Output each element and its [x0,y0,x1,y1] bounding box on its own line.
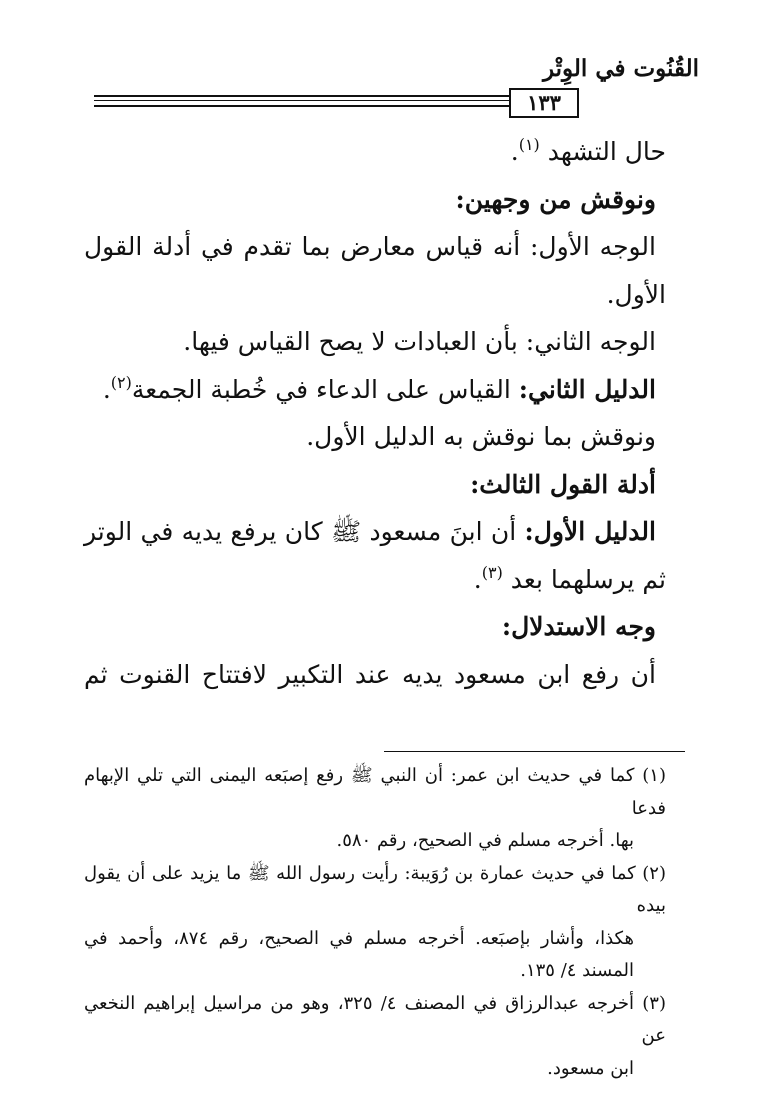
footnotes [84,760,666,1085]
text-line: ونوقش بما نوقش به الدليل الأول. [306,422,656,451]
evidence-label: الدليل الثاني: [518,374,656,404]
punctuation: . [510,137,519,166]
line-text: القياس على الدعاء في خُطبة الجمعة [131,374,511,404]
footnote-line: المسند ٤/ ١٣٥. [520,960,634,981]
header-rule [94,105,509,107]
punctuation: . [102,374,111,404]
footnote-line: (٢) كما في حديث عمارة بن رُوَيبة: رأيت رسول الله ﷺ ما يزيد على أن يقول بيده [84,862,666,916]
subheading: وجه الاستدلال: [501,612,656,641]
line-text: حال التشهد [547,137,666,166]
footnote-ref: (٣) [481,562,503,582]
subheading: ونوقش من وجهين: [455,184,656,214]
footnote-ref: (١) [518,135,540,154]
text-line: الوجه الثاني: بأن العبادات لا يصح القياس فيها. [183,327,656,356]
page-number: ١٣٣ [509,88,579,118]
text-line [84,508,666,556]
footnote-ref: (٢) [110,372,132,392]
footnote-line: (١) كما في حديث ابن عمر: أن النبي ﷺ رفع إصبَعه اليمنى التي تلي الإبهام فدعا [84,765,666,819]
footnote-line: بها. أخرجه مسلم في الصحيح، رقم ٥٨٠. [336,830,634,851]
header-rule [94,100,509,101]
text-line [84,128,666,176]
text-line: الوجه الأول: أنه قياس معارض بما تقدم في أدلة القول [84,232,656,261]
running-title: القُنُوت في الوِتْر [542,55,699,82]
text-line: الأول. [606,279,666,309]
line-text: أن ابنَ مسعود ﷺ كان يرفع يديه في الوتر [84,517,517,546]
footnote-line: هكذا، وأشار بإصبَعه. أخرجه مسلم في الصحيح، رقم ٨٧٤، وأحمد في [84,927,634,949]
text-line [84,556,666,604]
line-text: ثم يرسلهما بعد [510,564,666,594]
main-text [84,128,666,698]
footnote-separator [384,751,685,752]
text-line [84,366,666,414]
footnote-line: (٣) أخرجه عبدالرزاق في المصنف ٤/ ٣٢٥، وهو من مراسيل إبراهيم النخعي عن [84,992,666,1046]
evidence-label: الدليل الأول: [524,517,656,546]
punctuation: . [473,564,482,594]
footnote-line: ابن مسعود. [547,1057,634,1079]
section-heading: أدلة القول الثالث: [470,469,656,499]
text-line: أن رفع ابن مسعود يديه عند التكبير لافتتاح القنوت ثم [84,659,656,689]
header-rule [94,95,509,97]
